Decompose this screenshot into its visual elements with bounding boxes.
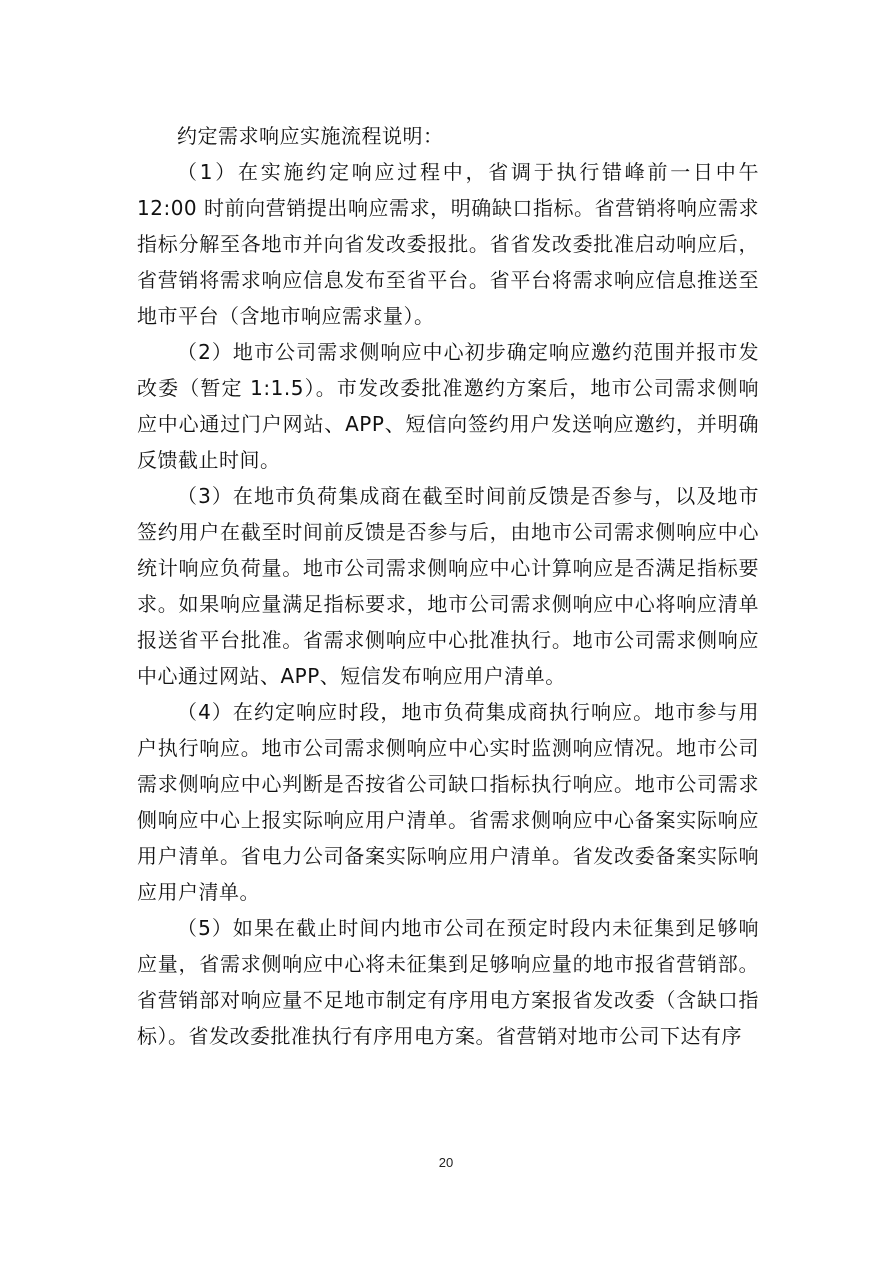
paragraph-1: （1）在实施约定响应过程中，省调于执行错峰前一日中午 12:00 时前向营销提出响应需求，明确缺口指标。省营销将响应需求指标分解至各地市并向省发改委报批。省省发改委批准启动响应后，省营销将需求响应信息发布至省平台。省平台将需求响应信息推送至地市平台（含地市响应需求量）。 — [137, 160, 759, 328]
paragraph-5: （5）如果在截止时间内地市公司在预定时段内未征集到足够响应量，省需求侧响应中心将未征集到足够响应量的地市报省营销部。省营销部对响应量不足地市制定有序用电方案报省发改委（含缺口指标）。省发改委批准执行有序用电方案。省营销对地市公司下达有序 — [137, 916, 759, 1048]
paragraph-4: （4）在约定响应时段，地市负荷集成商执行响应。地市参与用户执行响应。地市公司需求侧响应中心实时监测响应情况。地市公司需求侧响应中心判断是否按省公司缺口指标执行响应。地市公司需求侧响应中心上报实际响应用户清单。省需求侧响应中心备案实际响应用户清单。省电力公司备案实际响应用户清单。省发改委备案实际响应用户清单。 — [137, 700, 759, 904]
page-number: 20 — [438, 1155, 454, 1170]
section-heading: 约定需求响应实施流程说明： — [177, 124, 444, 148]
document-body — [137, 118, 759, 1054]
paragraph-3: （3）在地市负荷集成商在截至时间前反馈是否参与，以及地市签约用户在截至时间前反馈是否参与后，由地市公司需求侧响应中心统计响应负荷量。地市公司需求侧响应中心计算响应是否满足指标要求。如果响应量满足指标要求，地市公司需求侧响应中心将响应清单报送省平台批准。省需求侧响应中心批准执行。地市公司需求侧响应中心通过网站、APP、短信发布响应用户清单。 — [137, 484, 759, 688]
paragraph-2: （2）地市公司需求侧响应中心初步确定响应邀约范围并报市发改委（暂定 1:1.5）。市发改委批准邀约方案后，地市公司需求侧响应中心通过门户网站、APP、短信向签约用户发送响应邀约，并明确反馈截止时间。 — [137, 340, 759, 472]
